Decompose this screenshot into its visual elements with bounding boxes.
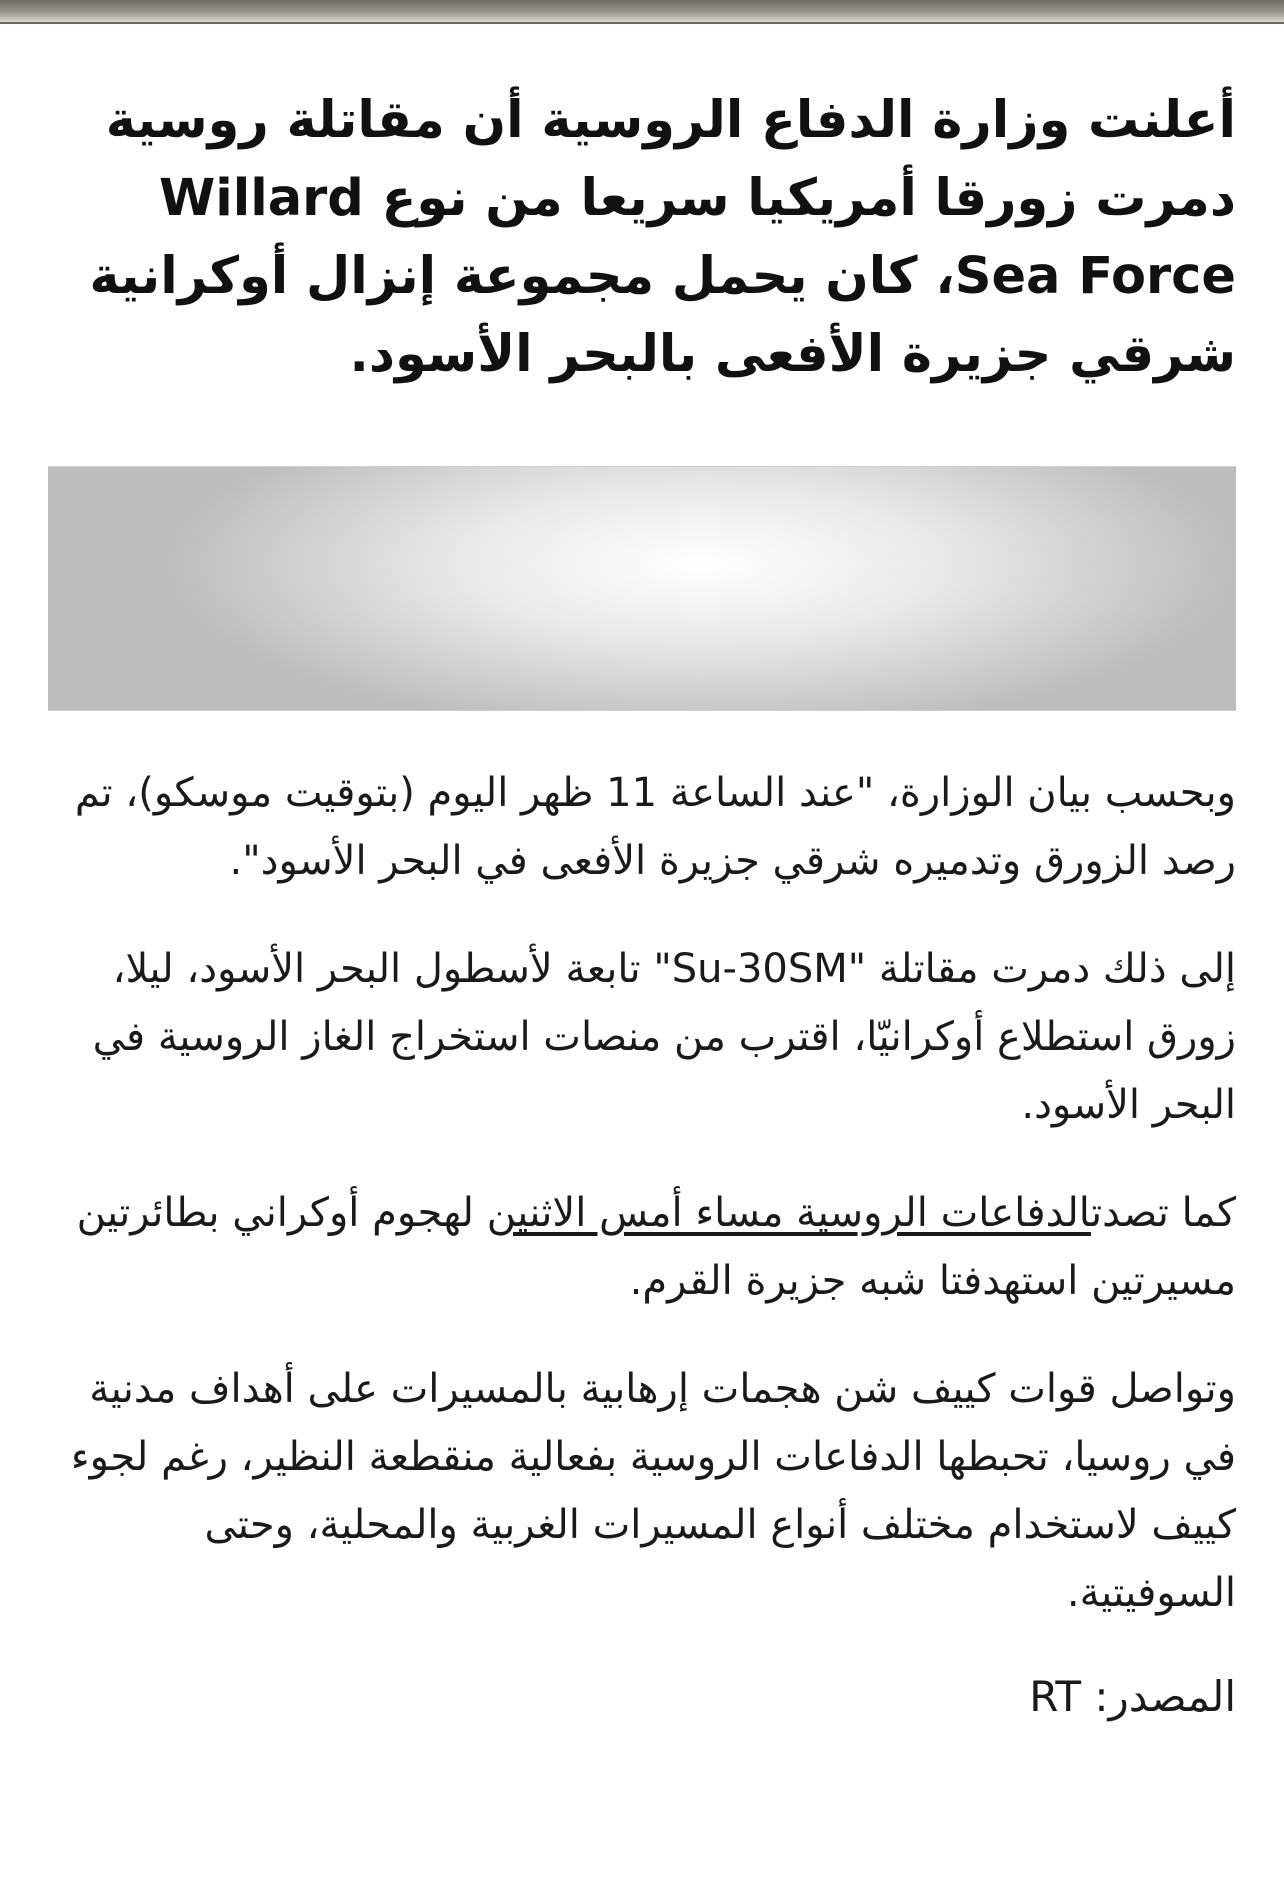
article [48, 22, 1236, 1727]
article-headline: أعلنت وزارة الدفاع الروسية أن مقاتلة روسية دمرت زورقا أمريكيا سريعا من نوع Willard Sea Force، كان يحمل مجموعة إنزال أوكرانية شرقي جزيرة الأفعى بالبحر الأسود. [89, 91, 1236, 384]
paragraph-4: وتواصل قوات كييف شن هجمات إرهابية بالمسيرات على أهداف مدنية في روسيا، تحبطها الدفاعات الروسية بفعالية منقطعة النظير، رغم لجوء كييف لاستخدام مختلف أنواع المسيرات الغربية والمحلية، وحتى السوفيتية. [70, 1366, 1236, 1616]
paragraph-3-end: لهجوم أوكراني بطائرتين مسيرتين استهدفتا شبه جزيرة القرم. [76, 1190, 1236, 1304]
paragraph-3-start: كما تصدت [1090, 1190, 1236, 1236]
related-link[interactable]: الدفاعات الروسية مساء أمس الاثنين [486, 1190, 1091, 1236]
paragraph-3 [48, 1179, 1236, 1315]
source-label: المصدر: [1094, 1672, 1236, 1721]
paragraph-2: إلى ذلك دمرت مقاتلة "Su-30SM" تابعة لأسطول البحر الأسود، ليلا، زورق استطلاع أوكرانيّا، اقترب من منصات استخراج الغاز الروسية في البحر الأسود. [92, 946, 1236, 1128]
ad-placeholder [48, 466, 1236, 711]
paragraph-1: وبحسب بيان الوزارة، "عند الساعة 11 ظهر اليوم (بتوقيت موسكو)، تم رصد الزورق وتدميره شرقي جزيرة الأفعى في البحر الأسود". [74, 770, 1236, 884]
source-line [48, 1667, 1236, 1727]
article-body [48, 759, 1236, 1727]
source-value: RT [1029, 1672, 1081, 1721]
top-image-edge [0, 0, 1284, 24]
